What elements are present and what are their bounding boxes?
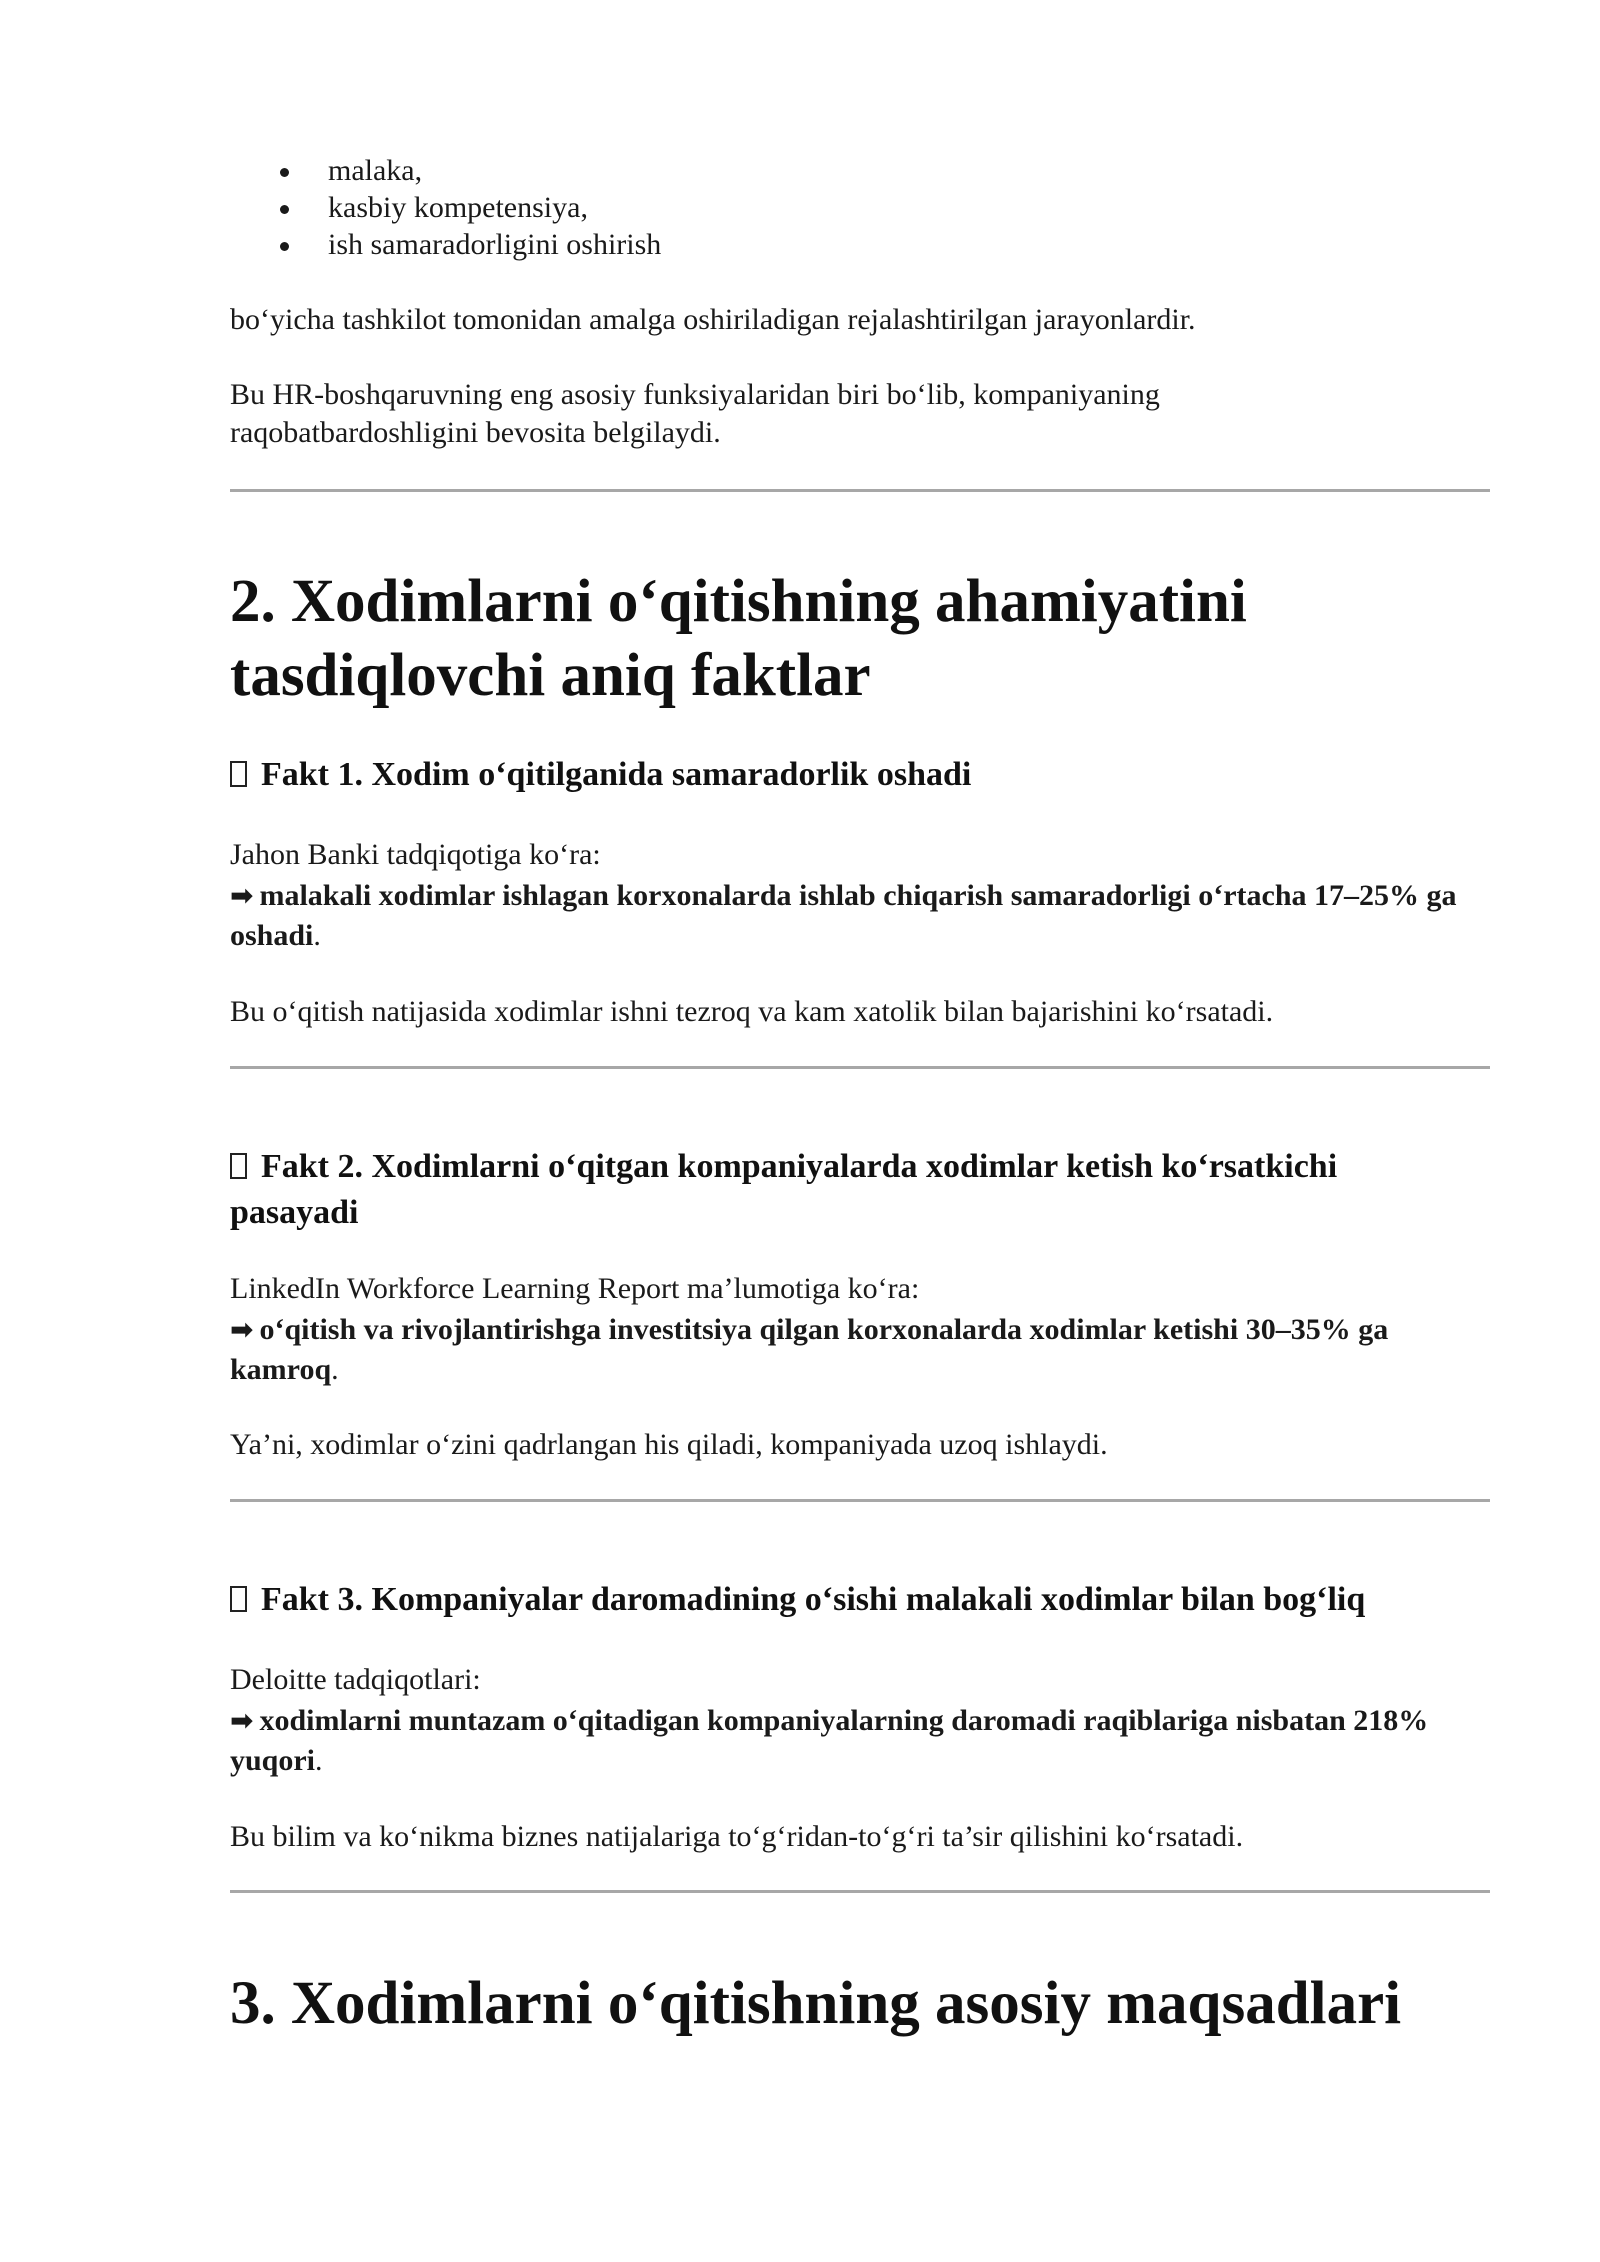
fact-2-heading: Fakt 2. Xodimlarni o‘qitgan kompaniyalarda xodimlar ketish ko‘rsatkichi pasayadi [230, 1148, 1338, 1231]
divider [230, 489, 1490, 492]
list-item: ish samaradorligini oshirish [230, 226, 661, 263]
divider [230, 1499, 1490, 1502]
fact-2-highlight: ➡ o‘qitish va rivojlantirishga investitsiya qilgan korxonalarda xodimlar ketishi 30–35% ga kamroq. [230, 1313, 1389, 1386]
fact-1-highlight: ➡ malakali xodimlar ishlagan korxonalarda ishlab chiqarish samaradorligi o‘rtacha 17–25% ga oshadi. [230, 879, 1457, 952]
bullet-icon [280, 242, 289, 251]
missing-glyph-icon [230, 1153, 247, 1179]
intro-continuation: bo‘yicha tashkilot tomonidan amalga oshiriladigan rejalashtirilgan jarayonlardir. [230, 303, 1196, 336]
fact-3-highlight: ➡ xodimlarni muntazam o‘qitadigan kompaniyalarning daromadi raqiblariga nisbatan 218% yuqori. [230, 1704, 1429, 1777]
fact-1-heading: Fakt 1. Xodim o‘qitilganida samaradorlik oshadi [230, 752, 1490, 798]
fact-2-source: LinkedIn Workforce Learning Report ma’lumotiga ko‘ra: [230, 1272, 920, 1305]
fact-1-conclusion: Bu o‘qitish natijasida xodimlar ishni tezroq va kam xatolik bilan bajarishini ko‘rsatadi. [230, 995, 1274, 1028]
list-item: kasbiy kompetensiya, [230, 189, 661, 226]
arrow-right-icon: ➡ [230, 879, 254, 912]
bullet-icon [280, 205, 289, 214]
bullet-icon [280, 168, 289, 177]
section-3-title: 3. Xodimlarni o‘qitishning asosiy maqsadlari [230, 1970, 1402, 2037]
fact-3-source: Deloitte tadqiqotlari: [230, 1663, 481, 1696]
intro-paragraph: Bu HR-boshqaruvning eng asosiy funksiyalaridan biri bo‘lib, kompaniyaning raqobatbardoshligini bevosita belgilaydi. [230, 378, 1160, 449]
missing-glyph-icon [230, 1586, 247, 1612]
list-item: malaka, [230, 152, 661, 189]
fact-3-heading: Fakt 3. Kompaniyalar daromadining o‘sishi malakali xodimlar bilan bog‘liq [230, 1577, 1490, 1623]
divider [230, 1066, 1490, 1069]
fact-3-conclusion: Bu bilim va ko‘nikma biznes natijalariga to‘g‘ridan-to‘g‘ri ta’sir qilishini ko‘rsatadi. [230, 1820, 1244, 1853]
intro-bullet-list [230, 152, 661, 263]
section-2-title: 2. Xodimlarni o‘qitishning ahamiyatini tasdiqlovchi aniq faktlar [230, 568, 1247, 709]
fact-2-conclusion: Ya’ni, xodimlar o‘zini qadrlangan his qiladi, kompaniyada uzoq ishlaydi. [230, 1428, 1108, 1461]
divider [230, 1890, 1490, 1893]
fact-1-source: Jahon Banki tadqiqotiga ko‘ra: [230, 838, 601, 871]
arrow-right-icon: ➡ [230, 1704, 254, 1737]
missing-glyph-icon [230, 761, 247, 787]
arrow-right-icon: ➡ [230, 1313, 254, 1346]
